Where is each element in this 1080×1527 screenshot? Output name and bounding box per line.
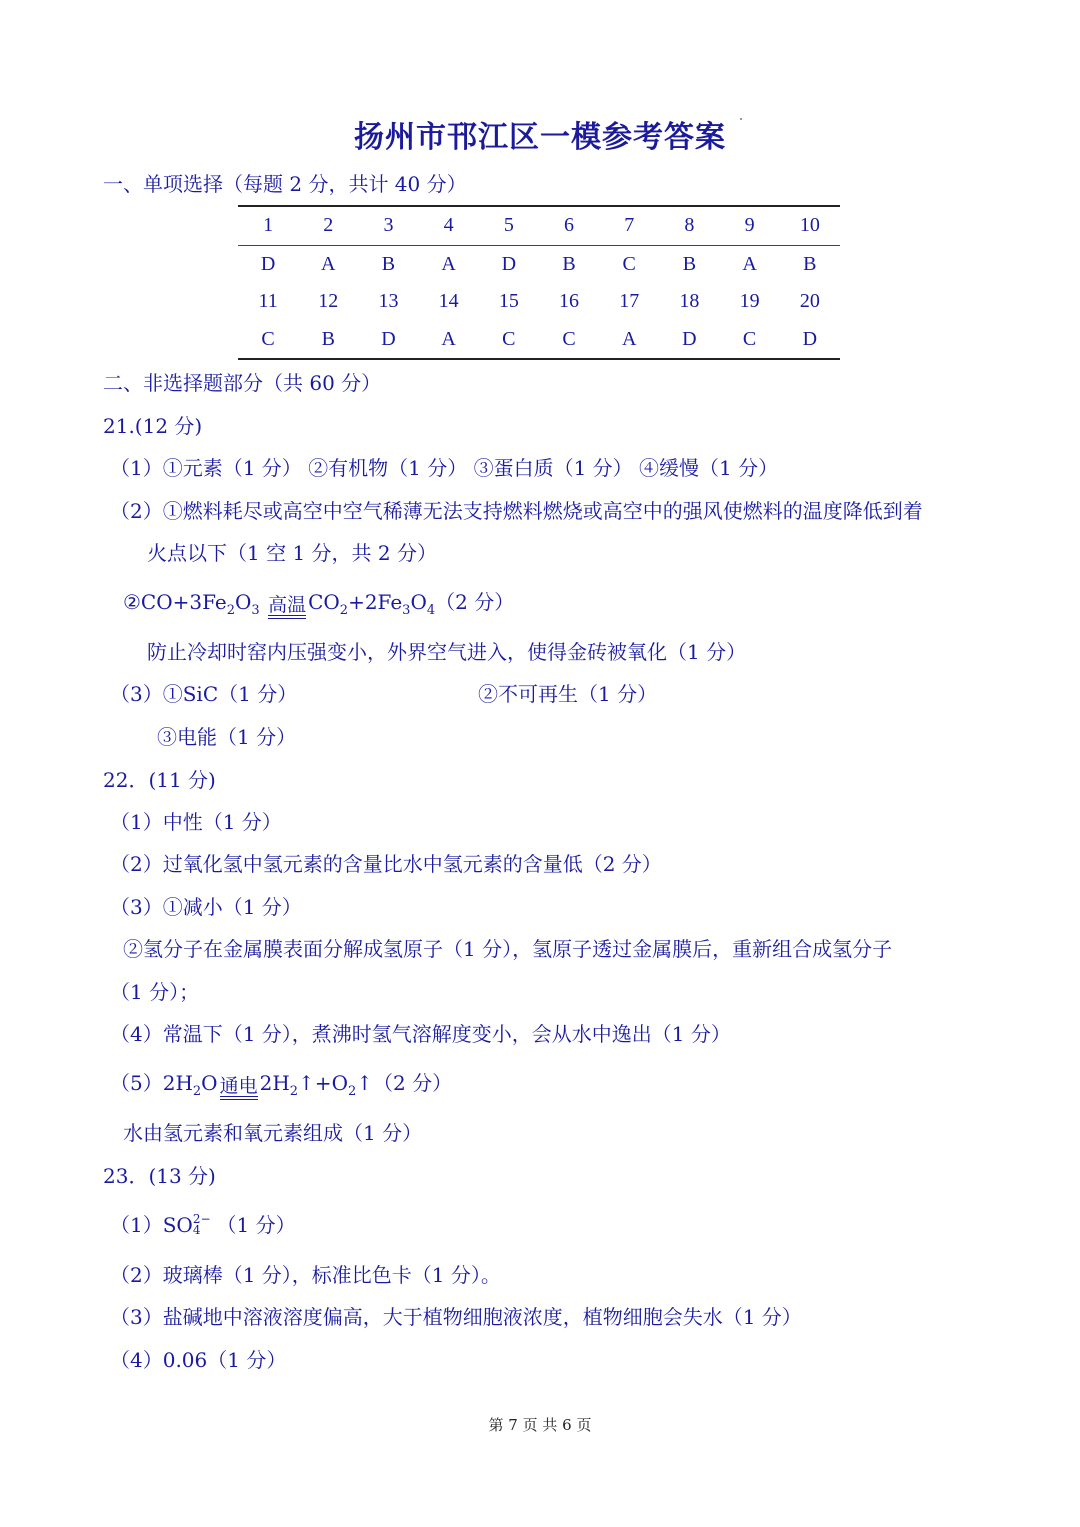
table-cell: B <box>381 252 396 275</box>
table-cell: C <box>742 327 757 350</box>
q22-part3-detail: ②氢分子在金属膜表面分解成氢原子（1 分），氢原子透过金属膜后，重新组合成氢分子 <box>123 937 893 961</box>
table-cell: B <box>803 252 817 275</box>
q23-part4: （4）0.06（1 分） <box>110 1348 287 1372</box>
q22-heading: 22．(11 分) <box>103 768 216 792</box>
q21-part2-line2: 火点以下（1 空 1 分，共 2 分） <box>147 541 437 565</box>
q21-equation: $②CO+3Fe_2O_3$ 高温 $CO_2+2Fe_3O_4(2$ 分） <box>123 590 515 618</box>
q21-part2-line1: （2）①燃料耗尽或高空中空气稀薄无法支持燃料燃烧或高空中的强风使燃料的温度降低到着 <box>110 499 923 523</box>
table-cell: D <box>260 252 276 275</box>
table-cell: 20 <box>799 290 820 313</box>
eq-condition-text: 高温 <box>268 594 307 616</box>
table-row <box>238 321 840 360</box>
table-cell: A <box>441 327 456 350</box>
table-cell: 12 <box>318 290 339 313</box>
table-cell: 8 <box>659 206 719 245</box>
q21-part3a: （3）①SiC（1 分） <box>110 682 298 706</box>
q21-part3b: ②不可再生（1 分） <box>478 682 658 706</box>
table-cell: 3 <box>358 206 418 245</box>
table-cell: 17 <box>619 290 640 313</box>
table-cell: D <box>501 252 517 275</box>
eq-condition <box>220 1071 258 1100</box>
table-cell: 14 <box>438 290 459 313</box>
page-footer: 第 7 页 共 6 页 <box>488 1416 592 1434</box>
table-cell: 13 <box>378 290 399 313</box>
eq-condition <box>268 590 306 619</box>
table-cell: C <box>622 252 636 275</box>
eq-right: CO <box>308 590 340 614</box>
section-two-heading: 二、非选择题部分（共 60 分） <box>103 371 382 395</box>
table-cell: 11 <box>258 290 278 313</box>
table-cell: A <box>621 327 637 350</box>
table-row <box>238 283 840 321</box>
table-cell: B <box>321 327 335 350</box>
table-cell: C <box>562 327 576 350</box>
q23-part2: （2）玻璃棒（1 分），标准比色卡（1 分）。 <box>110 1263 501 1287</box>
table-cell: 15 <box>498 290 519 313</box>
table-cell: 18 <box>679 290 700 313</box>
q22-conclusion: 水由氢元素和氧元素组成（1 分） <box>123 1121 423 1145</box>
table-cell: 2 <box>298 206 358 245</box>
q23-part1: （1）SO 2− 4 （1 分） <box>110 1211 296 1237</box>
q21-heading: 21.(12 分) <box>103 414 203 438</box>
q23-part3: （3）盐碱地中溶液溶度偏高，大于植物细胞液浓度，植物细胞会失水（1 分） <box>110 1305 802 1329</box>
q21-reason: 防止冷却时窑内压强变小，外界空气进入，使得金砖被氧化（1 分） <box>147 640 747 664</box>
table-cell: A <box>742 252 757 275</box>
table-cell: D <box>682 327 697 350</box>
q22-part2: （2）过氧化氢中氢元素的含量比水中氢元素的含量低（2 分） <box>110 852 662 876</box>
table-cell: 5 <box>479 206 539 245</box>
eq-score: ↑（2 分） <box>356 1071 453 1095</box>
table-row <box>238 245 840 283</box>
sulfate-formula: （1）SO <box>110 1213 193 1237</box>
table-cell: 6 <box>539 206 599 245</box>
eq-score: （2 分） <box>435 590 515 614</box>
table-cell: 7 <box>599 206 659 245</box>
table-cell: 1 <box>238 206 298 245</box>
q22-part3-detail-cont: （1 分）； <box>110 980 200 1004</box>
q23-part1-score: （1 分） <box>216 1213 296 1237</box>
table-cell: D <box>381 327 396 350</box>
table-cell: B <box>562 252 576 275</box>
eq-condition-text: 通电 <box>219 1075 258 1097</box>
q21-part3c: ③电能（1 分） <box>157 725 297 749</box>
table-cell: A <box>441 252 456 275</box>
table-row <box>238 206 840 245</box>
answer-table <box>238 205 840 360</box>
q22-equation: $(5)2H_2O$ 通电 $2H_2↑+O_2↑(2$ 分） <box>110 1071 453 1099</box>
table-cell: C <box>502 327 516 350</box>
table-cell: 16 <box>559 290 580 313</box>
table-cell: A <box>321 252 336 275</box>
q22-part1: （1）中性（1 分） <box>110 810 282 834</box>
q22-part3: （3）①减小（1 分） <box>110 895 302 919</box>
q23-heading: 23．(13 分) <box>103 1164 216 1188</box>
eq-left: ②CO+3Fe <box>123 590 227 614</box>
table-cell: 4 <box>419 206 479 245</box>
eq-left: （5）2H <box>110 1071 193 1095</box>
q22-part4: （4）常温下（1 分），煮沸时氢气溶解度变小，会从水中逸出（1 分） <box>110 1022 731 1046</box>
table-cell: 9 <box>720 206 780 245</box>
q21-part1: （1）①元素（1 分） ②有机物（1 分） ③蛋白质（1 分） ④缓慢（1 分） <box>110 456 779 480</box>
eq-right-mid: ↑+O <box>298 1071 348 1095</box>
table-cell: B <box>682 252 697 275</box>
table-cell: 19 <box>739 290 760 313</box>
eq-right-mid: +2Fe <box>348 590 403 614</box>
page-title: 扬州市邗江区一模参考答案 <box>354 120 726 155</box>
section-one-heading: 一、单项选择（每题 2 分，共计 40 分） <box>103 172 467 196</box>
table-cell: D <box>802 327 818 350</box>
eq-right: 2H <box>259 1071 290 1095</box>
table-cell: 10 <box>780 206 840 245</box>
table-cell: C <box>261 327 275 350</box>
